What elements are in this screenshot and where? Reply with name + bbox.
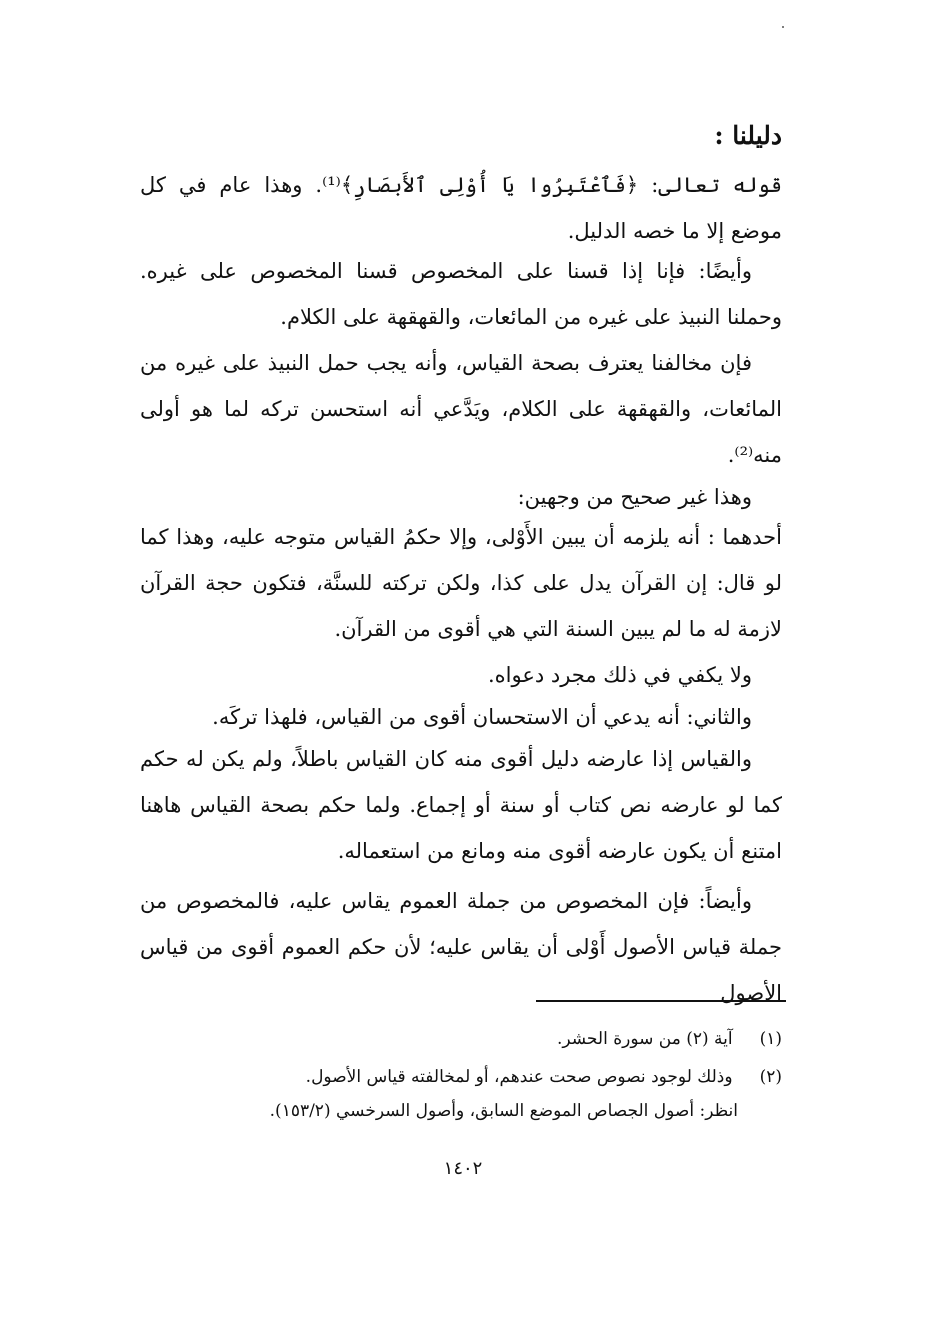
footnote-number: (١) <box>759 1029 782 1049</box>
section-heading: دليلنا : <box>714 121 782 150</box>
paragraph-4: وهذا غير صحيح من وجهين: <box>517 485 752 509</box>
paragraph-9: وأيضاً: فإن المخصوص من جملة العموم يقاس عليه، فالمخصوص من جملة قياس الأصول أَوْلى أن يقاس عليه؛ لأن حكم العموم أقوى من قياس الأصول <box>140 889 782 1005</box>
paragraph-1: قوله تعالى: ﴿فَٱعْتَبِرُوا يَا أُوْلِى ٱلأَبصَارِ﴾⁽¹⁾. وهذا عام في كل موضع إلا ما خصه الدليل. <box>140 173 783 243</box>
page-number: ١٤٠٢ <box>443 1158 483 1179</box>
footnote-2 <box>306 1062 782 1092</box>
footnote-number: (٢) <box>759 1067 782 1087</box>
footnote-1 <box>557 1024 782 1054</box>
paragraph-7: والثاني: أنه يدعي أن الاستحسان أقوى من القياس، فلهذا تركَه. <box>212 705 752 729</box>
footnote-text: وذلك لوجود نصوص صحت عندهم، أو لمخالفته قياس الأصول. <box>305 1067 733 1087</box>
footnote-2-continuation: انظر: أصول الجصاص الموضع السابق، وأصول السرخسي (١٥٣/٢). <box>269 1101 738 1121</box>
paragraph-2: وأيضًا: فإنا إذا قسنا على المخصوص قسنا المخصوص على غيره. وحملنا النبيذ على غيره من المائعات، والقهقهة على الكلام. <box>140 259 782 329</box>
scan-speck <box>782 26 784 28</box>
paragraph-3: فإن مخالفنا يعترف بصحة القياس، وأنه يجب حمل النبيذ على غيره من المائعات، والقهقهة على الكلام، ويَدَّعي أنه استحسن تركه لما هو أولى منه⁽²⁾. <box>140 351 782 467</box>
paragraph-6: ولا يكفي في ذلك مجرد دعواه. <box>487 663 752 687</box>
footnote-text: آية (٢) من سورة الحشر. <box>556 1029 733 1049</box>
paragraph-5: أحدهما : أنه يلزمه أن يبين الأَوْلى، وإلا حكمُ القياس متوجه عليه، وهذا كما لو قال: إن القرآن يدل على كذا، ولكن تركته للسنَّة، فتكون حجة القرآن لازمة له ما لم يبين السنة التي هي أقوى من القرآن. <box>140 525 782 641</box>
paragraph-8: والقياس إذا عارضه دليل أقوى منه كان القياس باطلاً، ولم يكن له حكم كما لو عارضه نص كتاب أو سنة أو إجماع. ولما حكم بصحة القياس هاهنا امتنع أن يكون عارضه أقوى منه ومانع من استعماله. <box>140 747 782 863</box>
footnote-separator <box>536 1000 786 1002</box>
